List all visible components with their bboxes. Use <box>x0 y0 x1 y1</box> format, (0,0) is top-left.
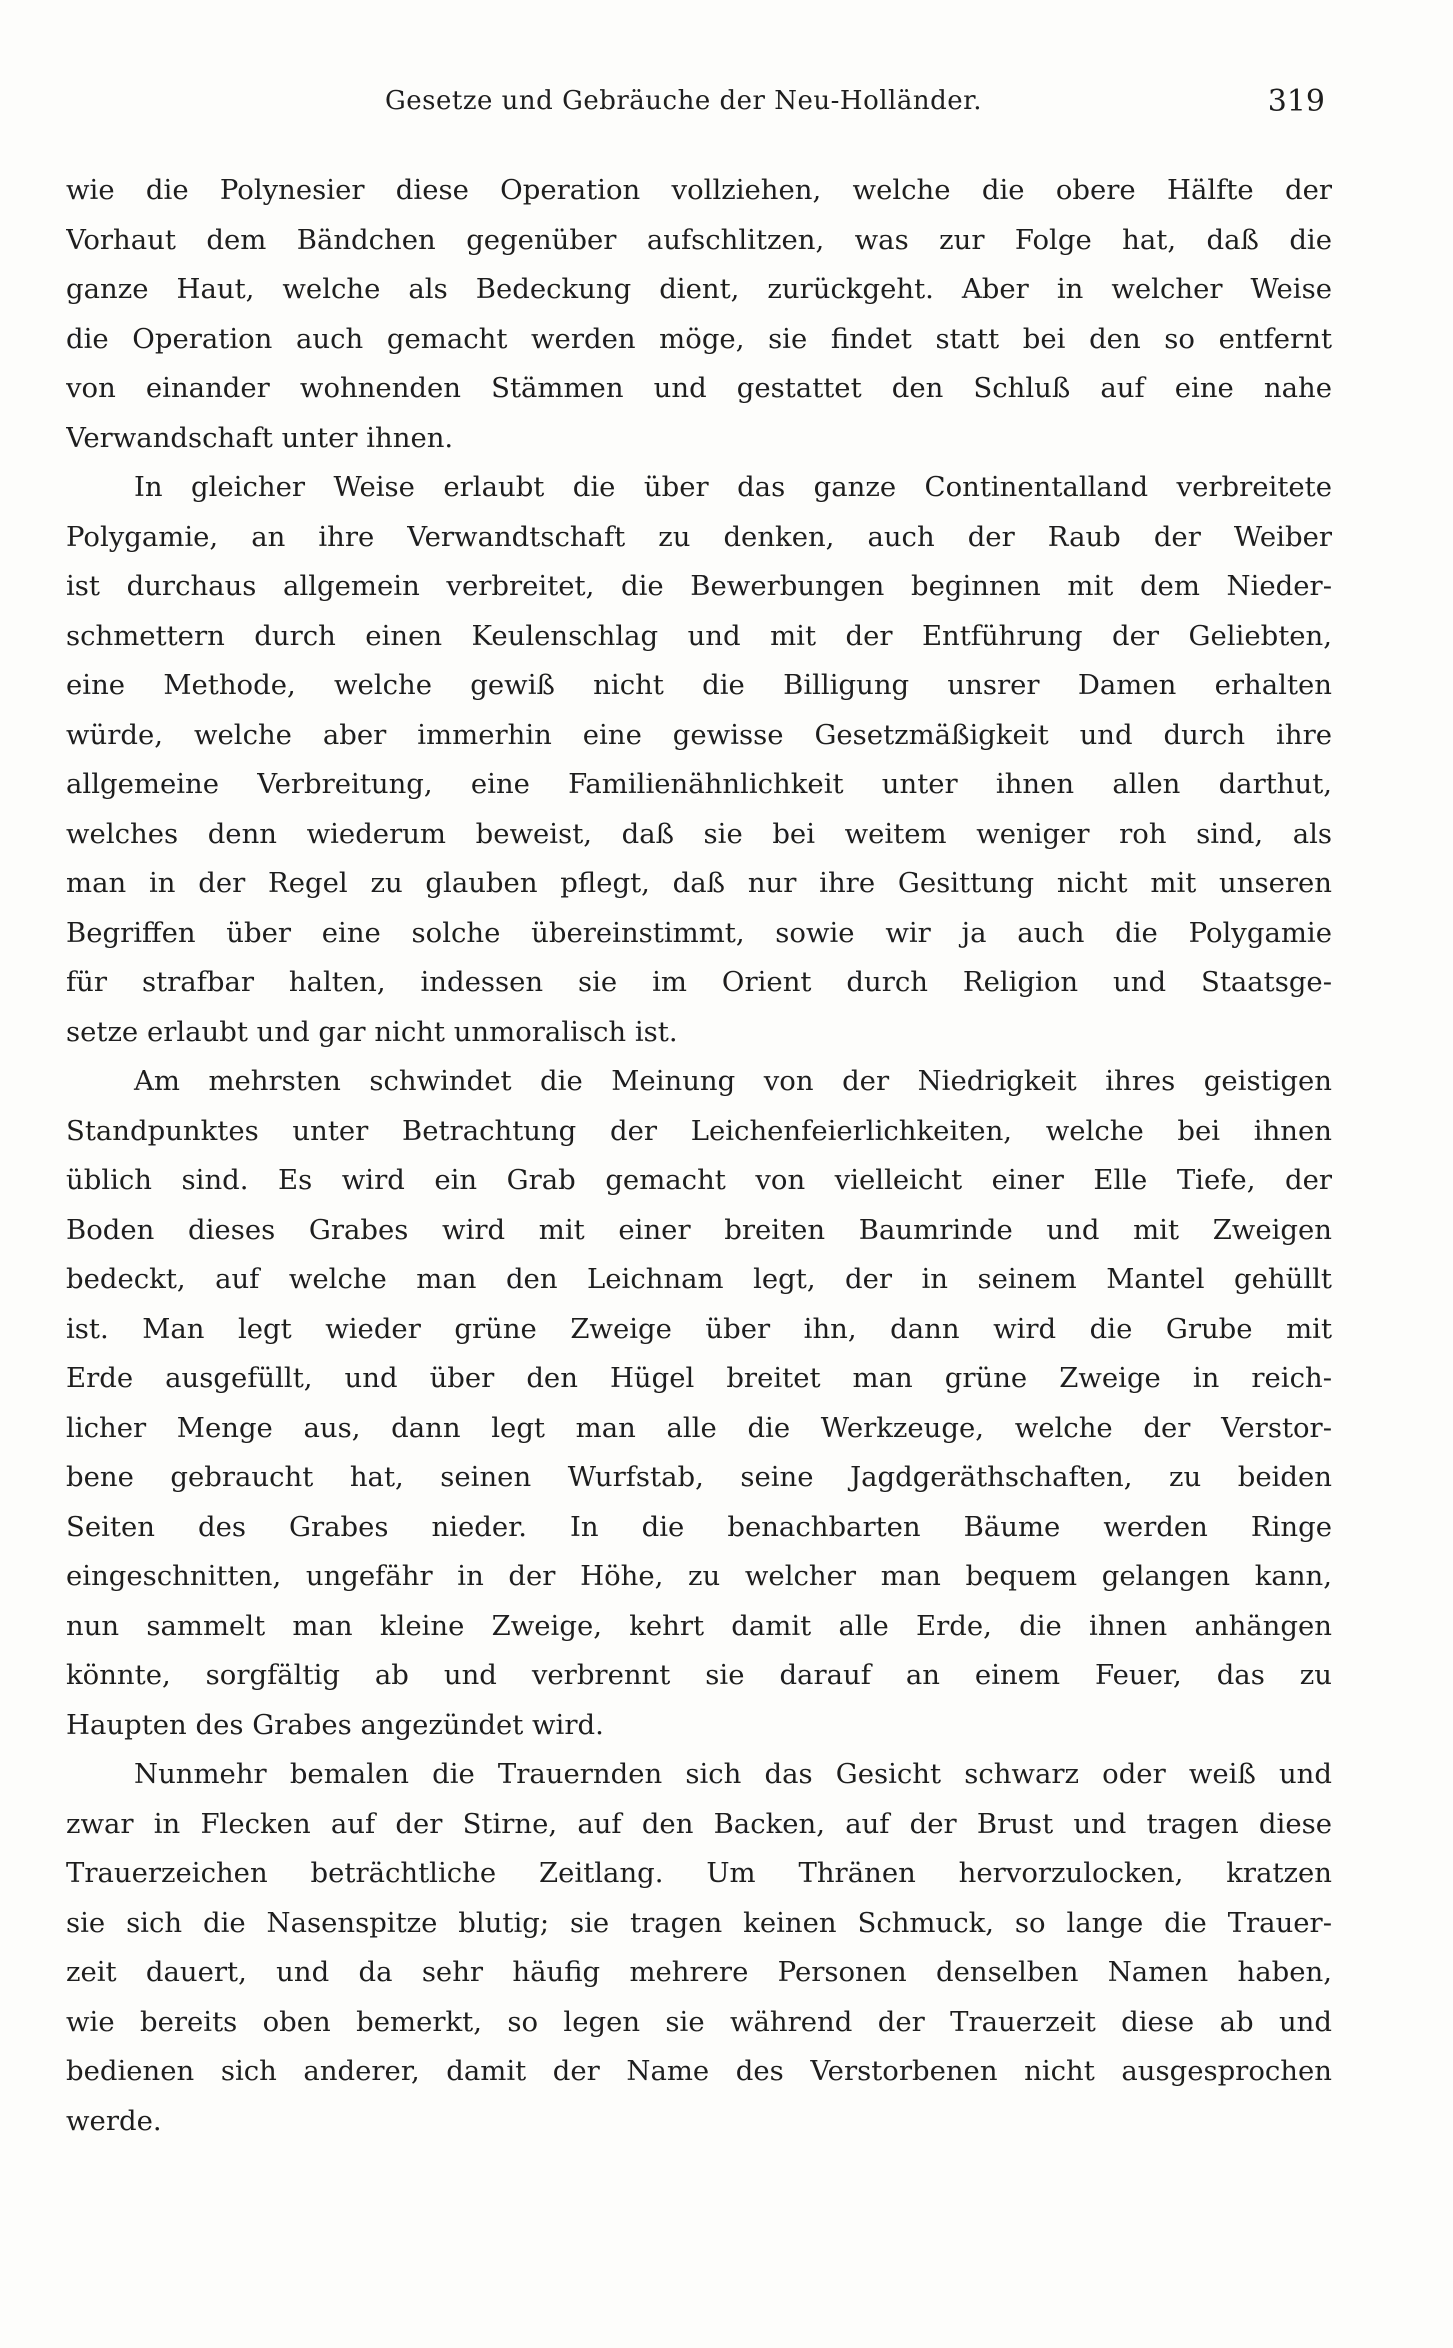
text-line: eingeschnitten, ungefähr in der Höhe, zu welcher man bequem gelangen kann, <box>66 1560 1332 1592</box>
text-line: üblich sind. Es wird ein Grab gemacht von vielleicht einer Elle Tiefe, der <box>66 1164 1332 1196</box>
paragraph <box>66 1057 1332 1750</box>
text-line: würde, welche aber immerhin eine gewisse Gesetzmäßigkeit und durch ihre <box>66 718 1332 751</box>
paragraph <box>66 166 1332 463</box>
text-line: welches denn wiederum beweist, daß sie bei weitem weniger roh sind, als <box>66 817 1332 850</box>
text-line: schmettern durch einen Keulenschlag und mit der Entführung der Geliebten, <box>66 619 1332 652</box>
text-line: bedienen sich anderer, damit der Name des Verstorbenen nicht ausgesprochen <box>66 2055 1332 2087</box>
text-line: Erde ausgefüllt, und über den Hügel breitet man grüne Zweige in reich- <box>66 1362 1332 1394</box>
text-line: licher Menge aus, dann legt man alle die Werkzeuge, welche der Verstor- <box>66 1411 1332 1444</box>
text-line: könnte, sorgfältig ab und verbrennt sie darauf an einem Feuer, das zu <box>66 1659 1332 1691</box>
text-line: sie sich die Nasenspitze blutig; sie tragen keinen Schmuck, so lange die Trauer- <box>66 1906 1332 1939</box>
text-line: Begriffen über eine solche übereinstimmt, sowie wir ja auch die Polygamie <box>66 916 1332 949</box>
text-line: wie die Polynesier diese Operation vollziehen, welche die obere Hälfte der <box>66 174 1332 206</box>
text-line: Seiten des Grabes nieder. In die benachbarten Bäume werden Ringe <box>66 1510 1332 1543</box>
text-line: Polygamie, an ihre Verwandtschaft zu denken, auch der Raub der Weiber <box>66 520 1332 553</box>
text-line: man in der Regel zu glauben pflegt, daß nur ihre Gesittung nicht mit unseren <box>66 867 1332 899</box>
text-line: ist. Man legt wieder grüne Zweige über ihn, dann wird die Grube mit <box>66 1312 1332 1345</box>
text-line: allgemeine Verbreitung, eine Familienähnlichkeit unter ihnen allen darthut, <box>66 768 1332 800</box>
text-line: ganze Haut, welche als Bedeckung dient, zurückgeht. Aber in welcher Weise <box>66 273 1332 305</box>
text-line: die Operation auch gemacht werden möge, sie findet statt bei den so entfernt <box>66 322 1332 355</box>
running-head: Gesetze und Gebräuche der Neu-Holländer. <box>385 86 982 116</box>
text-line: Haupten des Grabes angezündet wird. <box>66 1708 604 1741</box>
text-line: setze erlaubt und gar nicht unmoralisch ist. <box>66 1015 678 1048</box>
text-line: von einander wohnenden Stämmen und gestattet den Schluß auf eine nahe <box>66 372 1332 404</box>
paragraph <box>66 463 1332 1057</box>
text-line: Standpunktes unter Betrachtung der Leichenfeierlichkeiten, welche bei ihnen <box>66 1114 1332 1147</box>
text-line: Trauerzeichen beträchtliche Zeitlang. Um Thränen hervorzulocken, kratzen <box>66 1857 1332 1889</box>
text-line: bedeckt, auf welche man den Leichnam legt, der in seinem Mantel gehüllt <box>66 1263 1332 1295</box>
text-line: Am mehrsten schwindet die Meinung von der Niedrigkeit ihres geistigen <box>134 1065 1332 1097</box>
text-line: werde. <box>66 2104 162 2137</box>
text-line: Vorhaut dem Bändchen gegenüber aufschlitzen, was zur Folge hat, daß die <box>66 223 1332 256</box>
text-line: ist durchaus allgemein verbreitet, die Bewerbungen beginnen mit dem Nieder- <box>66 570 1332 602</box>
text-line: Verwandschaft unter ihnen. <box>66 421 454 454</box>
body-text <box>66 166 1332 2146</box>
page-number: 319 <box>1267 84 1325 119</box>
text-line: Boden dieses Grabes wird mit einer breiten Baumrinde und mit Zweigen <box>66 1213 1332 1246</box>
text-line: eine Methode, welche gewiß nicht die Billigung unsrer Damen erhalten <box>66 669 1332 701</box>
text-line: In gleicher Weise erlaubt die über das ganze Continentalland verbreitete <box>134 471 1332 503</box>
text-line: wie bereits oben bemerkt, so legen sie während der Trauerzeit diese ab und <box>66 2005 1332 2038</box>
text-line: für strafbar halten, indessen sie im Orient durch Religion und Staatsge- <box>66 966 1332 998</box>
text-line: zwar in Flecken auf der Stirne, auf den Backen, auf der Brust und tragen diese <box>66 1807 1332 1840</box>
text-line: zeit dauert, und da sehr häufig mehrere Personen denselben Namen haben, <box>66 1956 1332 1988</box>
text-line: bene gebraucht hat, seinen Wurfstab, seine Jagdgeräthschaften, zu beiden <box>66 1461 1332 1493</box>
paragraph <box>66 1750 1332 2146</box>
text-line: Nunmehr bemalen die Trauernden sich das Gesicht schwarz oder weiß und <box>134 1758 1332 1790</box>
text-line: nun sammelt man kleine Zweige, kehrt damit alle Erde, die ihnen anhängen <box>66 1609 1332 1642</box>
